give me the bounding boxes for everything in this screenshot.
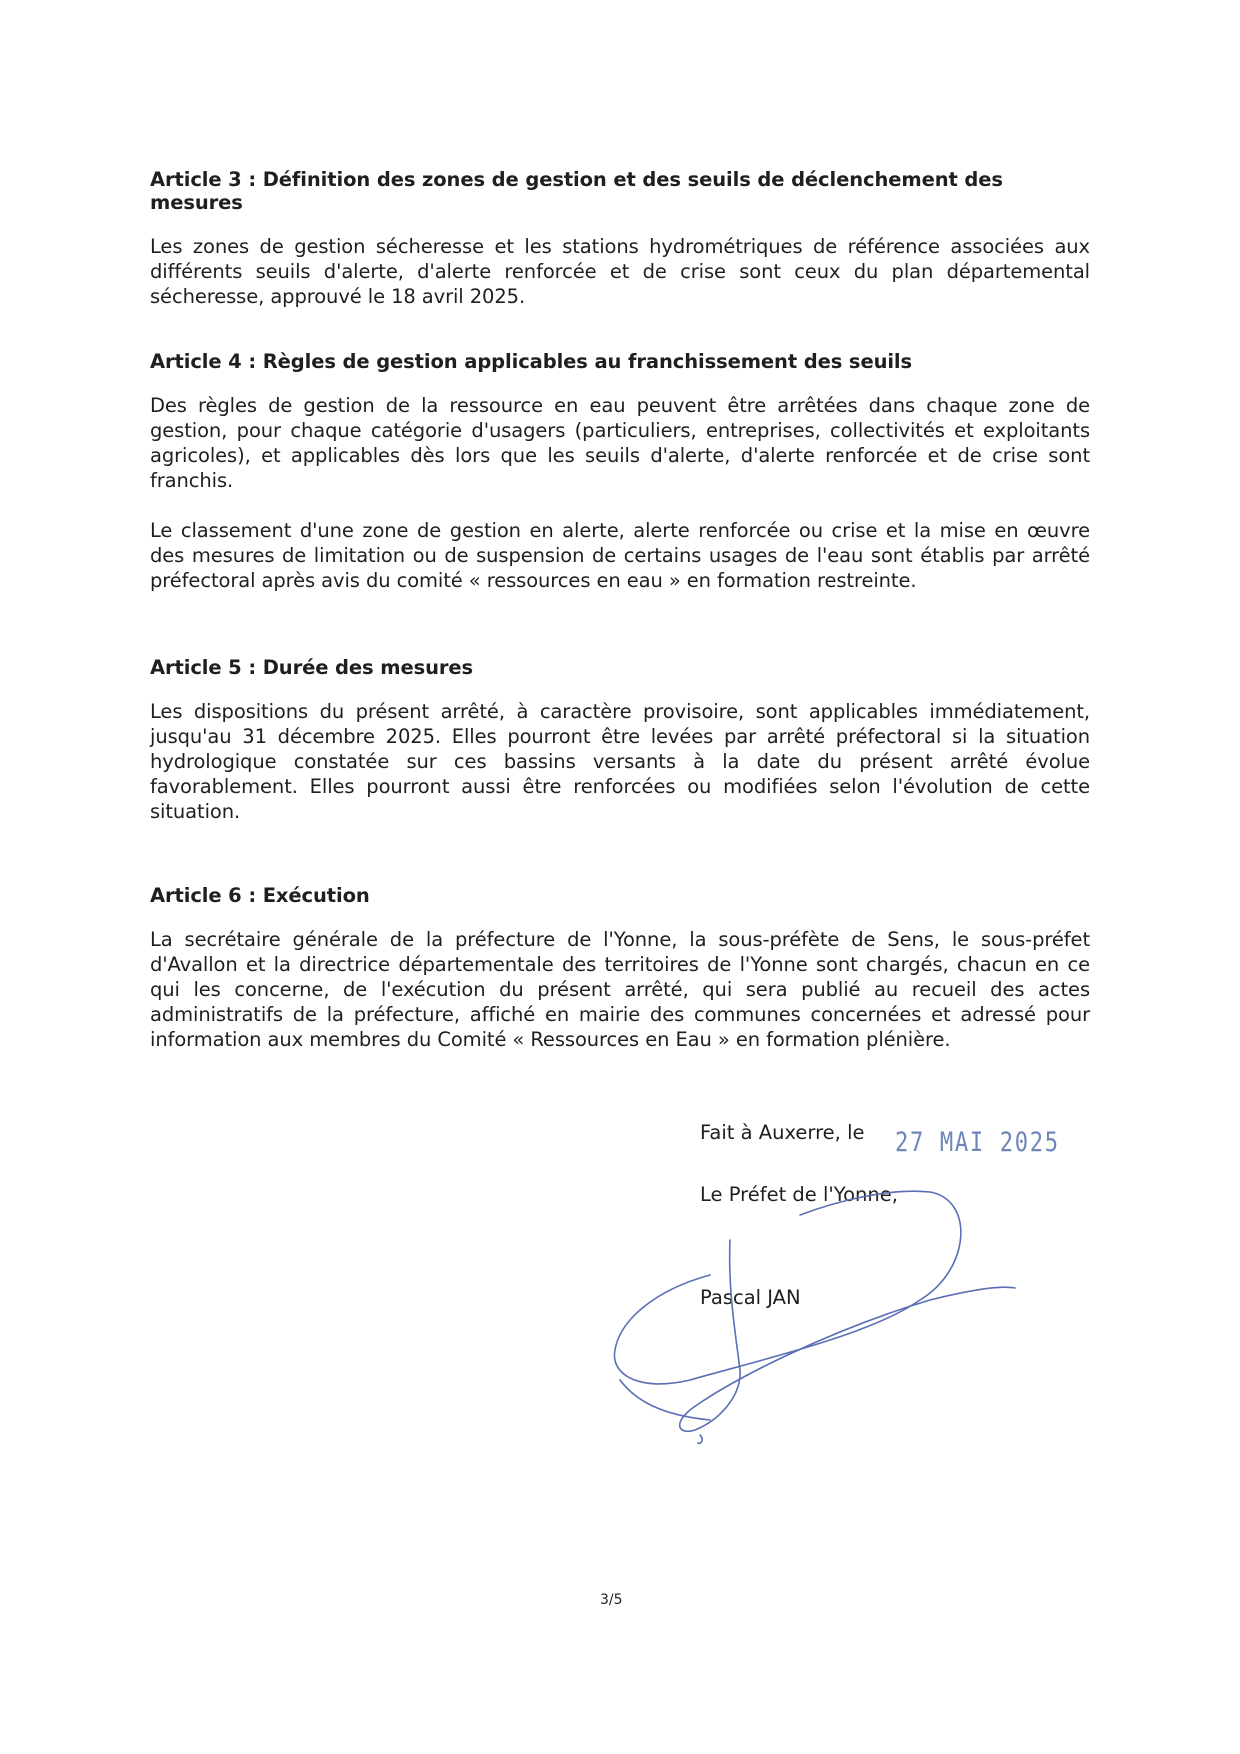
article-paragraph: Les dispositions du présent arrêté, à caractère provisoire, sont applicables immédiatement, jusqu'au 31 décembre 2025. Elles pourront être levées par arrêté préfectoral si la situation hydrologique constatée sur ces bassins versants à la date du présent arrêté évolue favorablement. Elles pourront aussi être renforcées ou modifiées selon l'évolution de cette situation. [150, 700, 1090, 823]
article-heading: Article 5 : Durée des mesures [150, 656, 474, 679]
article-heading: Article 4 : Règles de gestion applicables au franchissement des seuils [150, 350, 913, 373]
article-paragraph: Le classement d'une zone de gestion en alerte, alerte renforcée ou crise et la mise en œuvre des mesures de limitation ou de suspension de certains usages de l'eau sont établis par arrêté préfectoral après avis du comité « ressources en eau » en formation restreinte. [150, 519, 1090, 592]
article-6 [150, 884, 1090, 1052]
article-paragraph: La secrétaire générale de la préfecture de l'Yonne, la sous-préfète de Sens, le sous-préfet d'Avallon et la directrice départementale des territoires de l'Yonne sont chargés, chacun en ce qui les concerne, de l'exécution du présent arrêté, qui sera publié au recueil des actes administratifs de la préfecture, affiché en mairie des communes concernées et adressé pour information aux membres du Comité « Ressources en Eau » en formation plénière. [150, 928, 1090, 1051]
page-number: 3/5 [600, 1592, 623, 1608]
article-heading: Article 6 : Exécution [150, 884, 370, 907]
article-4 [150, 350, 1090, 593]
signatory-name: Pascal JAN [700, 1286, 801, 1309]
article-3 [150, 168, 1090, 309]
handwritten-signature [600, 1180, 1040, 1480]
article-heading: Article 3 : Définition des zones de gestion et des seuils de déclenchement des mesures [150, 168, 1003, 214]
article-paragraph: Les zones de gestion sécheresse et les stations hydrométriques de référence associées aux différents seuils d'alerte, d'alerte renforcée et de crise sont ceux du plan départemental sécheresse, approuvé le 18 avril 2025. [150, 235, 1090, 308]
article-5 [150, 656, 1090, 824]
signatory-title: Le Préfet de l'Yonne, [700, 1183, 898, 1206]
article-paragraph: Des règles de gestion de la ressource en eau peuvent être arrêtées dans chaque zone de gestion, pour chaque catégorie d'usagers (particuliers, entreprises, collectivités et exploitants agricoles), et applicables dès lors que les seuils d'alerte, d'alerte renforcée et de crise sont franchis. [150, 394, 1090, 492]
signature-place: Fait à Auxerre, le [700, 1121, 865, 1144]
date-stamp: 27 MAI 2025 [895, 1127, 1060, 1158]
